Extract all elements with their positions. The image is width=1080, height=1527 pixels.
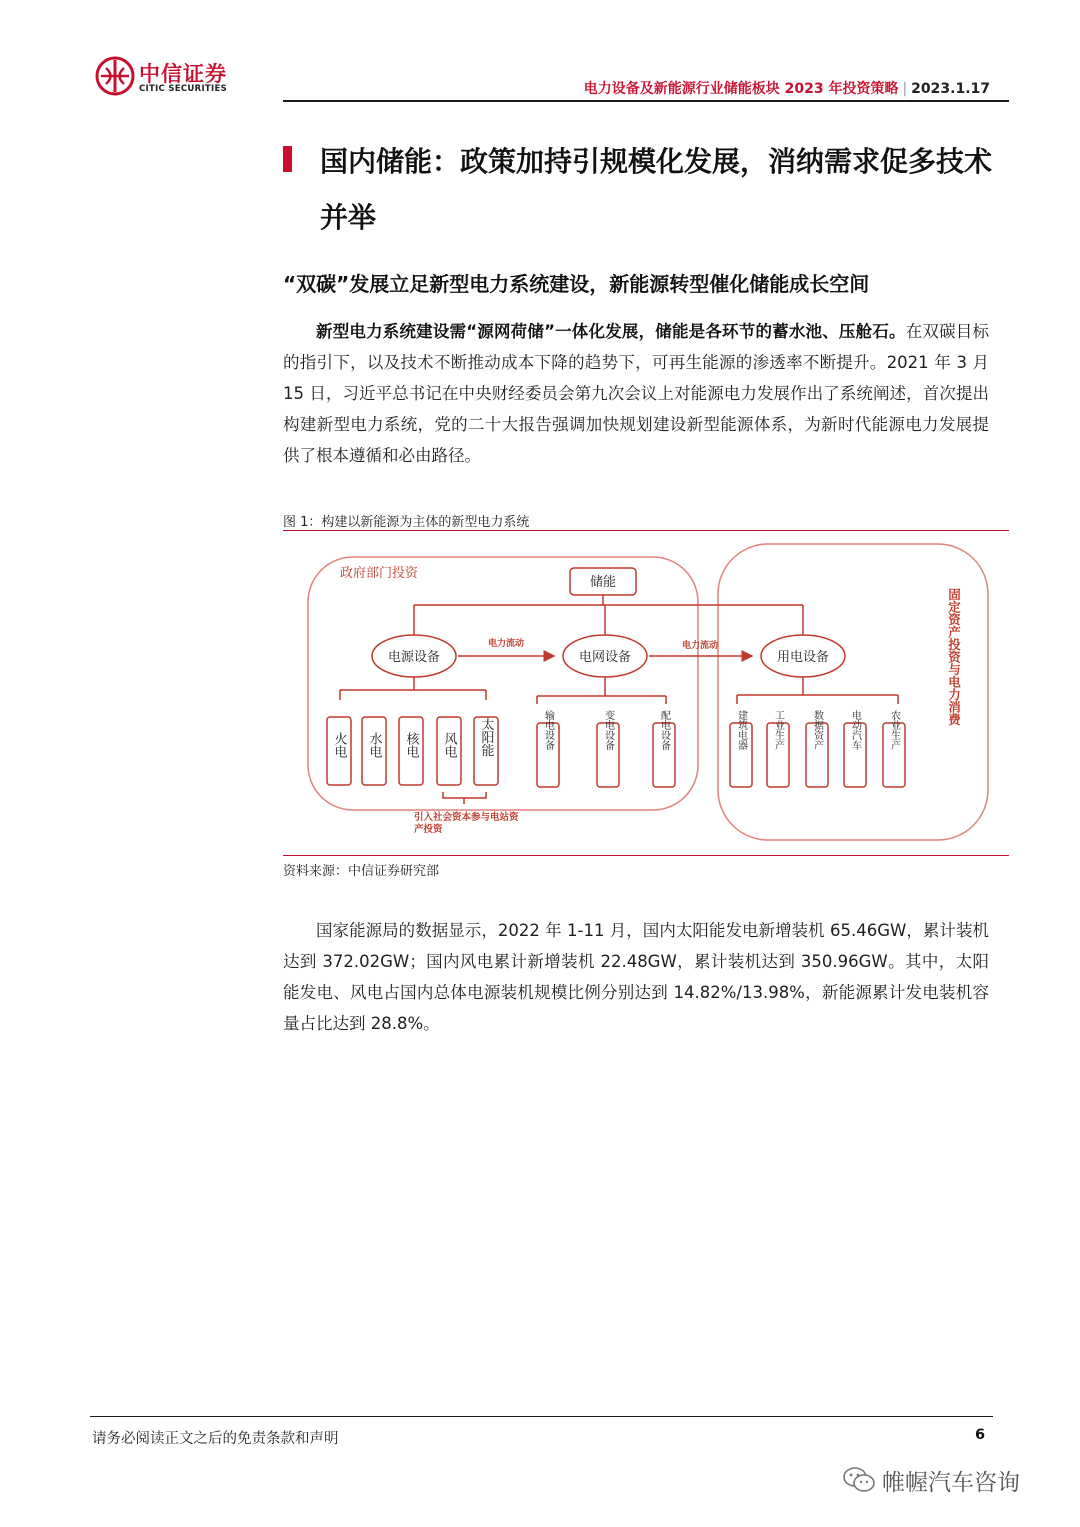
gov-investment-label: 政府部门投资 xyxy=(340,566,419,581)
footer-disclaimer: 请务必阅读正文之后的免责条款和声明 xyxy=(92,1431,339,1447)
source-item: 太阳能 xyxy=(478,717,494,757)
flow-label-2: 电力流动 xyxy=(681,641,719,651)
source-item: 水电 xyxy=(366,732,382,758)
section-subtitle: “双碳”发展立足新型电力系统建设，新能源转型催化储能成长空间 xyxy=(283,272,870,296)
paragraph-capacity-body: 国家能源局的数据显示，2022 年 1-11 月，国内太阳能发电新增装机 65.46GW，累计装机达到 372.02GW；国内风电累计新增装机 22.48GW，累计装机达到 350.96GW。其中，太阳能发电、风电占国内总体电源装机规模比例分别达到 14.82%/13.98%，新能源累计发电装机容量占比达到 28.8%。 xyxy=(283,921,989,1033)
grid-item: 配电设备 xyxy=(658,710,670,750)
figure-title: 图 1：构建以新能源为主体的新型电力系统 xyxy=(283,515,530,530)
footer-divider xyxy=(90,1416,993,1417)
source-item: 风电 xyxy=(441,732,457,758)
load-item: 建筑电器 xyxy=(735,710,747,750)
source-branch-connector xyxy=(340,677,486,700)
social-capital-note-line2: 产投资 xyxy=(414,824,443,835)
source-item: 火电 xyxy=(331,732,347,758)
flow-label-1: 电力流动 xyxy=(487,639,525,649)
grid-node-label: 电网设备 xyxy=(578,650,632,665)
section-title-marker xyxy=(283,146,292,172)
header-separator: | xyxy=(902,81,908,97)
social-capital-note-line1: 引入社会资本参与电站资 xyxy=(414,812,519,823)
grid-branch-connector xyxy=(537,677,666,704)
report-title: 电力设备及新能源行业储能板块 2023 年投资策略 xyxy=(583,81,899,97)
wechat-icon xyxy=(842,1466,876,1494)
power-system-diagram xyxy=(300,540,1000,845)
paragraph-intro-body: 在双碳目标的指引下，以及技术不断推动成本下降的趋势下，可再生能源的渗透率不断提升。2021 年 3 月 15 日，习近平总书记在中央财经委员会第九次会议上对能源电力发展作出了系统阐述，首次提出构建新型电力系统，党的二十大报告强调加快规划建设新型能源体系，为新时代能源电力发展提供了根本遵循和必由路径。 xyxy=(283,322,989,465)
figure-top-rule xyxy=(283,530,1009,531)
source-items xyxy=(327,717,498,785)
logo-chinese-name: 中信证券 xyxy=(139,62,227,86)
page-number: 6 xyxy=(975,1427,986,1443)
load-branch-connector xyxy=(737,677,898,704)
social-capital-bracket xyxy=(443,792,486,804)
report-header xyxy=(584,78,990,98)
report-date: 2023.1.17 xyxy=(911,81,990,97)
source-item: 核电 xyxy=(403,732,419,758)
load-node-label: 用电设备 xyxy=(776,650,830,665)
paragraph-intro-lead: 新型电力系统建设需“源网荷储”一体化发展，储能是各环节的蓄水池、压舱石。 xyxy=(316,322,906,341)
logo-english-name: CITIC SECURITIES xyxy=(139,84,228,94)
figure-source: 资料来源：中信证券研究部 xyxy=(283,864,440,879)
storage-connector xyxy=(414,595,803,635)
fixed-asset-label: 固定资产投资与电力消费 xyxy=(946,588,962,726)
section-title: 国内储能：政策加持引规模化发展，消纳需求促多技术并举 xyxy=(320,145,993,234)
storage-node-label: 储能 xyxy=(589,575,617,590)
load-item: 数据资产 xyxy=(811,710,823,750)
load-items xyxy=(730,709,905,787)
load-item: 电动汽车 xyxy=(849,710,861,750)
citic-logo xyxy=(95,56,235,98)
paragraph-intro xyxy=(283,316,989,471)
grid-item: 输电设备 xyxy=(542,710,554,750)
citic-logo-icon xyxy=(95,56,135,96)
header-divider xyxy=(283,100,1009,102)
paragraph-capacity-data xyxy=(283,915,989,1039)
figure-bottom-rule xyxy=(283,855,1009,856)
load-item: 工业生产 xyxy=(772,710,784,750)
grid-item: 变电设备 xyxy=(602,710,614,750)
grid-items xyxy=(537,709,675,787)
wechat-watermark xyxy=(842,1462,1052,1498)
watermark-text: 帷幄汽车咨询 xyxy=(882,1470,1020,1496)
source-node-label: 电源设备 xyxy=(387,650,441,665)
load-item: 农业生产 xyxy=(888,710,900,750)
